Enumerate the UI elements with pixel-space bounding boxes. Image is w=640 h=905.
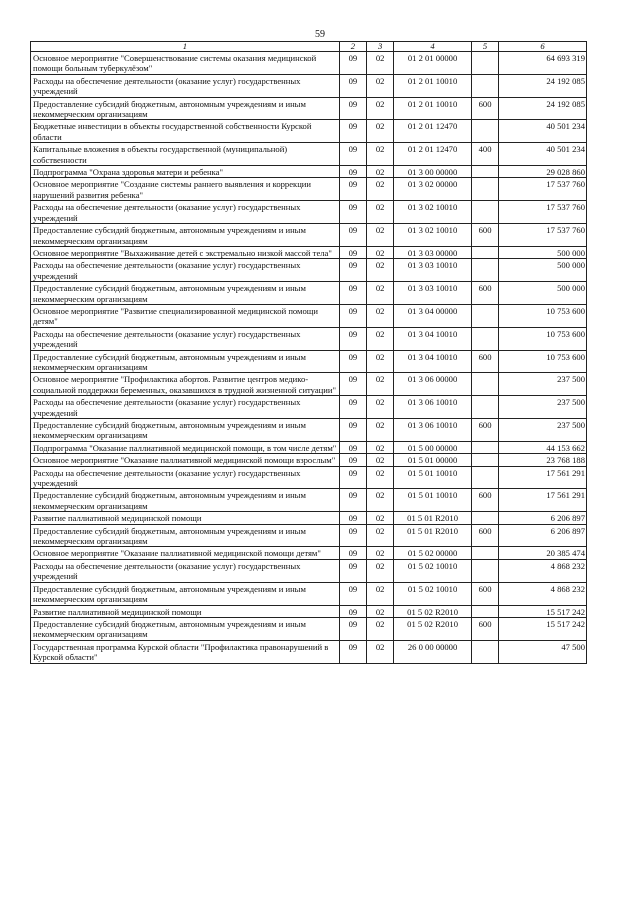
cell-section: 09 bbox=[339, 282, 366, 305]
cell-amount: 24 192 085 bbox=[499, 74, 587, 97]
cell-section: 09 bbox=[339, 350, 366, 373]
cell-target-article: 26 0 00 00000 bbox=[394, 640, 472, 663]
cell-subsection: 02 bbox=[367, 454, 394, 466]
cell-expense-type bbox=[471, 52, 498, 75]
cell-subsection: 02 bbox=[367, 547, 394, 559]
cell-expense-type bbox=[471, 466, 498, 489]
cell-subsection: 02 bbox=[367, 466, 394, 489]
cell-amount: 24 192 085 bbox=[499, 97, 587, 120]
cell-amount: 15 517 242 bbox=[499, 617, 587, 640]
table-row bbox=[31, 327, 587, 350]
table-row bbox=[31, 617, 587, 640]
cell-target-article: 01 3 02 00000 bbox=[394, 178, 472, 201]
cell-expense-type bbox=[471, 246, 498, 258]
cell-target-article: 01 5 00 00000 bbox=[394, 441, 472, 453]
cell-name: Предоставление субсидий бюджетным, автономным учреждениям и иным некоммерческим организациям bbox=[31, 350, 340, 373]
cell-section: 09 bbox=[339, 605, 366, 617]
cell-subsection: 02 bbox=[367, 97, 394, 120]
cell-name: Основное мероприятие "Оказание паллиативной медицинской помощи детям" bbox=[31, 547, 340, 559]
table-row bbox=[31, 466, 587, 489]
cell-subsection: 02 bbox=[367, 178, 394, 201]
cell-subsection: 02 bbox=[367, 350, 394, 373]
cell-subsection: 02 bbox=[367, 396, 394, 419]
cell-amount: 10 753 600 bbox=[499, 350, 587, 373]
table-row bbox=[31, 559, 587, 582]
cell-expense-type: 600 bbox=[471, 350, 498, 373]
cell-target-article: 01 2 01 12470 bbox=[394, 120, 472, 143]
cell-target-article: 01 5 01 10010 bbox=[394, 466, 472, 489]
cell-target-article: 01 2 01 10010 bbox=[394, 74, 472, 97]
cell-name: Предоставление субсидий бюджетным, автономным учреждениям и иным некоммерческим организациям bbox=[31, 419, 340, 442]
cell-amount: 20 385 474 bbox=[499, 547, 587, 559]
cell-section: 09 bbox=[339, 178, 366, 201]
cell-amount: 17 537 760 bbox=[499, 201, 587, 224]
cell-section: 09 bbox=[339, 524, 366, 547]
cell-name: Предоставление субсидий бюджетным, автономным учреждениям и иным некоммерческим организациям bbox=[31, 224, 340, 247]
cell-target-article: 01 3 03 00000 bbox=[394, 246, 472, 258]
cell-target-article: 01 5 02 00000 bbox=[394, 547, 472, 559]
cell-name: Основное мероприятие "Оказание паллиативной медицинской помощи взрослым" bbox=[31, 454, 340, 466]
cell-name: Предоставление субсидий бюджетным, автономным учреждениям и иным некоммерческим организациям bbox=[31, 282, 340, 305]
column-header: 4 bbox=[394, 42, 472, 52]
cell-name: Расходы на обеспечение деятельности (оказание услуг) государственных учреждений bbox=[31, 74, 340, 97]
cell-subsection: 02 bbox=[367, 224, 394, 247]
cell-target-article: 01 5 02 R2010 bbox=[394, 617, 472, 640]
cell-subsection: 02 bbox=[367, 559, 394, 582]
cell-expense-type bbox=[471, 166, 498, 178]
cell-target-article: 01 3 04 10010 bbox=[394, 350, 472, 373]
cell-section: 09 bbox=[339, 246, 366, 258]
cell-section: 09 bbox=[339, 201, 366, 224]
cell-name: Развитие паллиативной медицинской помощи bbox=[31, 605, 340, 617]
cell-name: Основное мероприятие "Выхаживание детей с экстремально низкой массой тела" bbox=[31, 246, 340, 258]
cell-name: Расходы на обеспечение деятельности (оказание услуг) государственных учреждений bbox=[31, 259, 340, 282]
cell-expense-type: 600 bbox=[471, 419, 498, 442]
cell-section: 09 bbox=[339, 52, 366, 75]
table-row bbox=[31, 201, 587, 224]
cell-name: Расходы на обеспечение деятельности (оказание услуг) государственных учреждений bbox=[31, 201, 340, 224]
cell-expense-type: 400 bbox=[471, 143, 498, 166]
table-row bbox=[31, 143, 587, 166]
page-number: 59 bbox=[315, 29, 325, 40]
cell-section: 09 bbox=[339, 466, 366, 489]
cell-name: Основное мероприятие "Развитие специализированной медицинской помощи детям" bbox=[31, 304, 340, 327]
cell-target-article: 01 5 02 R2010 bbox=[394, 605, 472, 617]
cell-amount: 17 561 291 bbox=[499, 489, 587, 512]
cell-amount: 10 753 600 bbox=[499, 304, 587, 327]
cell-name: Предоставление субсидий бюджетным, автономным учреждениям и иным некоммерческим организациям bbox=[31, 524, 340, 547]
cell-target-article: 01 2 01 00000 bbox=[394, 52, 472, 75]
cell-subsection: 02 bbox=[367, 259, 394, 282]
cell-section: 09 bbox=[339, 304, 366, 327]
cell-name: Предоставление субсидий бюджетным, автономным учреждениям и иным некоммерческим организациям bbox=[31, 489, 340, 512]
cell-name: Государственная программа Курской области "Профилактика правонарушений в Курской области" bbox=[31, 640, 340, 663]
cell-section: 09 bbox=[339, 454, 366, 466]
cell-amount: 64 693 319 bbox=[499, 52, 587, 75]
cell-subsection: 02 bbox=[367, 617, 394, 640]
table-row bbox=[31, 97, 587, 120]
cell-expense-type bbox=[471, 120, 498, 143]
column-header: 3 bbox=[367, 42, 394, 52]
budget-table bbox=[30, 41, 587, 664]
cell-subsection: 02 bbox=[367, 120, 394, 143]
cell-target-article: 01 5 01 R2010 bbox=[394, 512, 472, 524]
cell-target-article: 01 3 06 10010 bbox=[394, 396, 472, 419]
cell-section: 09 bbox=[339, 143, 366, 166]
cell-amount: 40 501 234 bbox=[499, 120, 587, 143]
cell-target-article: 01 3 02 10010 bbox=[394, 224, 472, 247]
cell-amount: 500 000 bbox=[499, 282, 587, 305]
cell-section: 09 bbox=[339, 74, 366, 97]
cell-section: 09 bbox=[339, 547, 366, 559]
table-row bbox=[31, 605, 587, 617]
cell-subsection: 02 bbox=[367, 246, 394, 258]
cell-name: Подпрограмма "Оказание паллиативной медицинской помощи, в том числе детям" bbox=[31, 441, 340, 453]
cell-name: Расходы на обеспечение деятельности (оказание услуг) государственных учреждений bbox=[31, 327, 340, 350]
table-row bbox=[31, 396, 587, 419]
table-row bbox=[31, 373, 587, 396]
cell-name: Развитие паллиативной медицинской помощи bbox=[31, 512, 340, 524]
cell-expense-type bbox=[471, 373, 498, 396]
cell-expense-type bbox=[471, 201, 498, 224]
cell-subsection: 02 bbox=[367, 166, 394, 178]
cell-expense-type bbox=[471, 512, 498, 524]
cell-section: 09 bbox=[339, 166, 366, 178]
cell-expense-type: 600 bbox=[471, 224, 498, 247]
cell-name: Расходы на обеспечение деятельности (оказание услуг) государственных учреждений bbox=[31, 559, 340, 582]
cell-amount: 4 868 232 bbox=[499, 559, 587, 582]
cell-subsection: 02 bbox=[367, 524, 394, 547]
cell-amount: 17 537 760 bbox=[499, 224, 587, 247]
table-row bbox=[31, 259, 587, 282]
table-row bbox=[31, 350, 587, 373]
cell-target-article: 01 2 01 12470 bbox=[394, 143, 472, 166]
cell-expense-type bbox=[471, 640, 498, 663]
cell-amount: 4 868 232 bbox=[499, 582, 587, 605]
cell-expense-type bbox=[471, 454, 498, 466]
table-row bbox=[31, 224, 587, 247]
cell-amount: 237 500 bbox=[499, 373, 587, 396]
cell-expense-type bbox=[471, 441, 498, 453]
cell-expense-type bbox=[471, 178, 498, 201]
cell-expense-type bbox=[471, 396, 498, 419]
table-row bbox=[31, 419, 587, 442]
table-row bbox=[31, 524, 587, 547]
cell-subsection: 02 bbox=[367, 52, 394, 75]
cell-subsection: 02 bbox=[367, 201, 394, 224]
table-row bbox=[31, 441, 587, 453]
cell-subsection: 02 bbox=[367, 640, 394, 663]
cell-target-article: 01 3 03 10010 bbox=[394, 259, 472, 282]
cell-section: 09 bbox=[339, 582, 366, 605]
cell-name: Предоставление субсидий бюджетным, автономным учреждениям и иным некоммерческим организациям bbox=[31, 582, 340, 605]
cell-expense-type: 600 bbox=[471, 97, 498, 120]
cell-amount: 40 501 234 bbox=[499, 143, 587, 166]
column-header: 2 bbox=[339, 42, 366, 52]
table-row bbox=[31, 640, 587, 663]
cell-amount: 23 768 188 bbox=[499, 454, 587, 466]
cell-target-article: 01 3 00 00000 bbox=[394, 166, 472, 178]
cell-amount: 29 028 860 bbox=[499, 166, 587, 178]
cell-target-article: 01 3 04 00000 bbox=[394, 304, 472, 327]
cell-name: Капитальные вложения в объекты государственной (муниципальной) собственности bbox=[31, 143, 340, 166]
cell-subsection: 02 bbox=[367, 489, 394, 512]
table-row bbox=[31, 74, 587, 97]
cell-target-article: 01 5 02 10010 bbox=[394, 582, 472, 605]
cell-expense-type: 600 bbox=[471, 617, 498, 640]
table-row bbox=[31, 120, 587, 143]
cell-name: Основное мероприятие "Профилактика абортов. Развитие центров медико-социальной поддержки беременных, оказавшихся в трудной жизненной ситуации" bbox=[31, 373, 340, 396]
table-row bbox=[31, 489, 587, 512]
table-row bbox=[31, 582, 587, 605]
cell-section: 09 bbox=[339, 441, 366, 453]
column-header: 6 bbox=[499, 42, 587, 52]
cell-section: 09 bbox=[339, 373, 366, 396]
cell-amount: 237 500 bbox=[499, 396, 587, 419]
cell-subsection: 02 bbox=[367, 143, 394, 166]
cell-expense-type bbox=[471, 547, 498, 559]
cell-amount: 6 206 897 bbox=[499, 512, 587, 524]
cell-subsection: 02 bbox=[367, 605, 394, 617]
cell-expense-type: 600 bbox=[471, 282, 498, 305]
cell-section: 09 bbox=[339, 419, 366, 442]
cell-expense-type bbox=[471, 559, 498, 582]
cell-name: Расходы на обеспечение деятельности (оказание услуг) государственных учреждений bbox=[31, 466, 340, 489]
cell-target-article: 01 3 02 10010 bbox=[394, 201, 472, 224]
cell-expense-type: 600 bbox=[471, 489, 498, 512]
cell-subsection: 02 bbox=[367, 74, 394, 97]
cell-target-article: 01 3 06 10010 bbox=[394, 419, 472, 442]
cell-name: Основное мероприятие "Совершенствование системы оказания медицинской помощи больным туберкулёзом" bbox=[31, 52, 340, 75]
table-row bbox=[31, 52, 587, 75]
table-row bbox=[31, 246, 587, 258]
cell-amount: 47 500 bbox=[499, 640, 587, 663]
table-body bbox=[31, 52, 587, 664]
cell-expense-type bbox=[471, 74, 498, 97]
cell-target-article: 01 3 04 10010 bbox=[394, 327, 472, 350]
cell-section: 09 bbox=[339, 396, 366, 419]
cell-name: Подпрограмма "Охрана здоровья матери и ребенка" bbox=[31, 166, 340, 178]
cell-subsection: 02 bbox=[367, 582, 394, 605]
cell-section: 09 bbox=[339, 489, 366, 512]
cell-target-article: 01 5 02 10010 bbox=[394, 559, 472, 582]
cell-amount: 17 561 291 bbox=[499, 466, 587, 489]
table-row bbox=[31, 178, 587, 201]
cell-target-article: 01 2 01 10010 bbox=[394, 97, 472, 120]
cell-section: 09 bbox=[339, 640, 366, 663]
cell-amount: 15 517 242 bbox=[499, 605, 587, 617]
table-row bbox=[31, 282, 587, 305]
cell-target-article: 01 5 01 R2010 bbox=[394, 524, 472, 547]
table-header-row bbox=[31, 42, 587, 52]
cell-section: 09 bbox=[339, 97, 366, 120]
cell-section: 09 bbox=[339, 327, 366, 350]
cell-amount: 10 753 600 bbox=[499, 327, 587, 350]
cell-name: Основное мероприятие "Создание системы раннего выявления и коррекции нарушений развития ребенка" bbox=[31, 178, 340, 201]
cell-subsection: 02 bbox=[367, 419, 394, 442]
cell-amount: 6 206 897 bbox=[499, 524, 587, 547]
cell-name: Предоставление субсидий бюджетным, автономным учреждениям и иным некоммерческим организациям bbox=[31, 97, 340, 120]
column-header: 1 bbox=[31, 42, 340, 52]
cell-expense-type bbox=[471, 259, 498, 282]
cell-expense-type: 600 bbox=[471, 524, 498, 547]
cell-section: 09 bbox=[339, 224, 366, 247]
cell-amount: 500 000 bbox=[499, 259, 587, 282]
cell-amount: 17 537 760 bbox=[499, 178, 587, 201]
cell-section: 09 bbox=[339, 120, 366, 143]
cell-subsection: 02 bbox=[367, 373, 394, 396]
cell-subsection: 02 bbox=[367, 304, 394, 327]
cell-name: Бюджетные инвестиции в объекты государственной собственности Курской области bbox=[31, 120, 340, 143]
cell-subsection: 02 bbox=[367, 327, 394, 350]
cell-amount: 44 153 662 bbox=[499, 441, 587, 453]
cell-section: 09 bbox=[339, 259, 366, 282]
cell-target-article: 01 5 01 00000 bbox=[394, 454, 472, 466]
table-row bbox=[31, 454, 587, 466]
cell-expense-type bbox=[471, 327, 498, 350]
cell-target-article: 01 3 03 10010 bbox=[394, 282, 472, 305]
cell-name: Предоставление субсидий бюджетным, автономным учреждениям и иным некоммерческим организациям bbox=[31, 617, 340, 640]
cell-expense-type bbox=[471, 605, 498, 617]
cell-expense-type: 600 bbox=[471, 582, 498, 605]
cell-subsection: 02 bbox=[367, 441, 394, 453]
cell-subsection: 02 bbox=[367, 512, 394, 524]
table-row bbox=[31, 547, 587, 559]
table-row bbox=[31, 166, 587, 178]
cell-amount: 500 000 bbox=[499, 246, 587, 258]
cell-name: Расходы на обеспечение деятельности (оказание услуг) государственных учреждений bbox=[31, 396, 340, 419]
cell-target-article: 01 5 01 10010 bbox=[394, 489, 472, 512]
cell-section: 09 bbox=[339, 512, 366, 524]
table-row bbox=[31, 304, 587, 327]
table-row bbox=[31, 512, 587, 524]
cell-expense-type bbox=[471, 304, 498, 327]
column-header: 5 bbox=[471, 42, 498, 52]
cell-subsection: 02 bbox=[367, 282, 394, 305]
cell-amount: 237 500 bbox=[499, 419, 587, 442]
cell-section: 09 bbox=[339, 617, 366, 640]
cell-target-article: 01 3 06 00000 bbox=[394, 373, 472, 396]
cell-section: 09 bbox=[339, 559, 366, 582]
